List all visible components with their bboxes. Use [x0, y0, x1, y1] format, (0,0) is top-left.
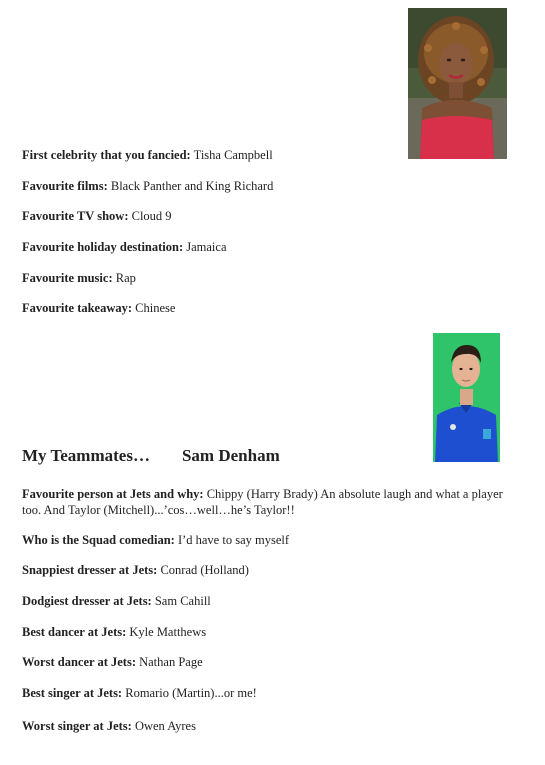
qa-answer: Conrad (Holland) — [157, 563, 249, 577]
qa-question: Who is the Squad comedian: — [22, 533, 175, 547]
teammates-heading — [22, 446, 422, 466]
player-name: Sam Denham — [181, 446, 280, 465]
qa-favourite-tv-show — [22, 208, 507, 224]
qa-answer: Cloud 9 — [128, 209, 172, 223]
qa-question: Favourite music: — [22, 271, 113, 285]
qa-favourite-films — [22, 178, 507, 194]
player-photo — [433, 333, 500, 462]
qa-dodgiest-dresser — [22, 593, 507, 609]
qa-question: Favourite films: — [22, 179, 108, 193]
qa-squad-comedian — [22, 532, 507, 548]
qa-answer: Sam Cahill — [151, 594, 211, 608]
qa-answer: Owen Ayres — [131, 719, 196, 733]
qa-holiday-destination — [22, 239, 507, 255]
qa-answer: Rap — [112, 271, 136, 285]
qa-worst-singer — [22, 718, 507, 734]
qa-answer: Tisha Campbell — [190, 148, 273, 162]
qa-question: Favourite person at Jets and why: — [22, 487, 204, 501]
qa-answer: Chippy (Harry Brady) An absolute laugh and what a player too. And Taylor (Mitchell)...’cos…well…he’s Taylor!! — [22, 487, 503, 517]
qa-worst-dancer — [22, 654, 507, 670]
qa-answer: Kyle Matthews — [126, 625, 207, 639]
qa-question: Best dancer at Jets: — [22, 625, 127, 639]
qa-favourite-takeaway — [22, 300, 507, 316]
qa-answer: I’d have to say myself — [174, 533, 290, 547]
qa-question: Snappiest dresser at Jets: — [22, 563, 158, 577]
qa-question: Favourite takeaway: — [22, 301, 133, 315]
qa-question: Dodgiest dresser at Jets: — [22, 594, 152, 608]
qa-question: Worst singer at Jets: — [22, 719, 132, 733]
qa-answer: Romario (Martin)...or me! — [122, 686, 257, 700]
qa-best-dancer — [22, 624, 507, 640]
qa-best-singer — [22, 685, 507, 701]
qa-favourite-person — [22, 486, 507, 518]
qa-question: First celebrity that you fancied: — [22, 148, 191, 162]
qa-answer: Jamaica — [183, 240, 227, 254]
qa-snappiest-dresser — [22, 562, 507, 578]
qa-question: Worst dancer at Jets: — [22, 655, 136, 669]
section-title: My Teammates… — [22, 446, 150, 465]
qa-favourite-music — [22, 270, 507, 286]
qa-question: Favourite TV show: — [22, 209, 129, 223]
qa-answer: Black Panther and King Richard — [107, 179, 274, 193]
qa-answer: Nathan Page — [135, 655, 203, 669]
qa-answer: Chinese — [132, 301, 176, 315]
celebrity-photo — [408, 8, 507, 159]
qa-question: Best singer at Jets: — [22, 686, 123, 700]
qa-question: Favourite holiday destination: — [22, 240, 184, 254]
qa-first-celebrity — [22, 147, 507, 163]
